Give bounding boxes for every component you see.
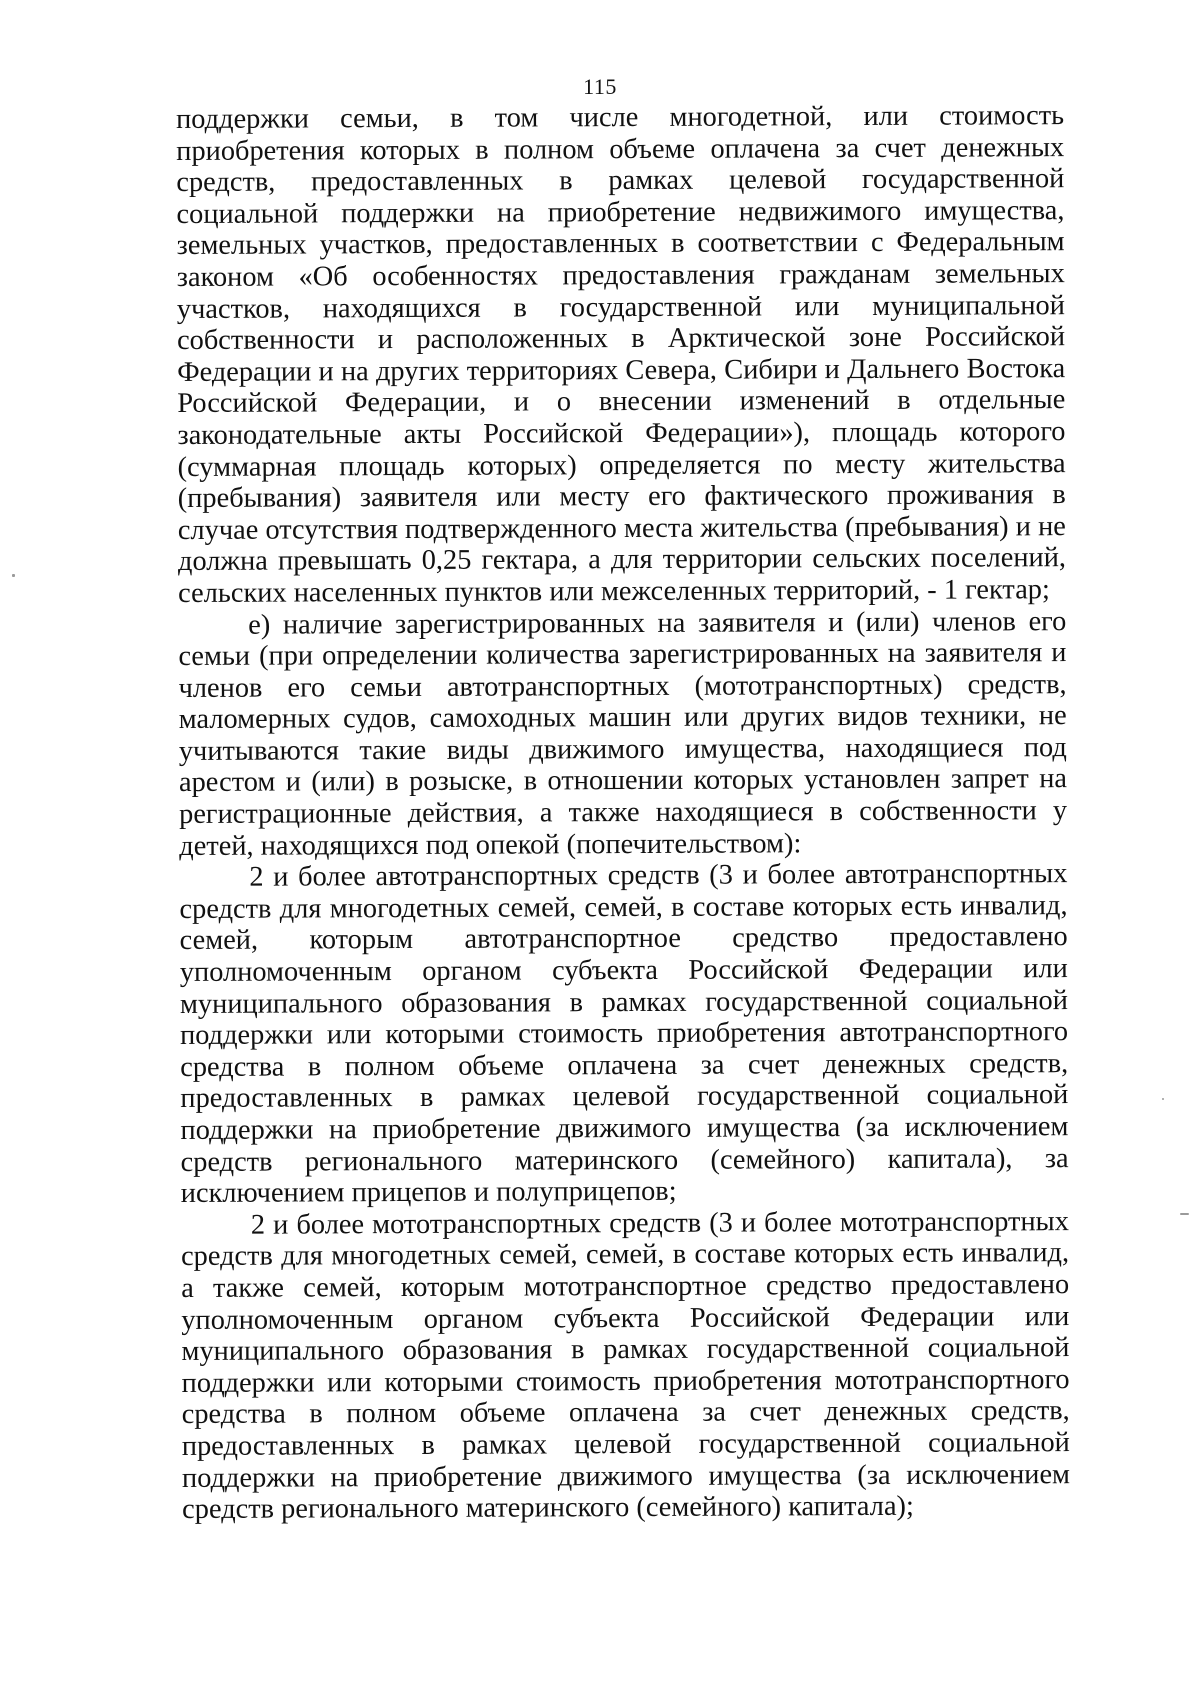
paragraph-motor-vehicles: 2 и более автотранспортных средств (3 и более автотранспортных средств для многодетных семей, семей, в составе которых есть инвалид, семей, которым автотранспортное средство предоставлено уполномоченным органом субъекта Российской Федерации или муниципального образования в рамках государственной социальной поддержки или которыми стоимость приобретения автотранспортного средства в полном объеме оплачена за счет денежных средств, предоставленных в рамках целевой государственной социальной поддержки на приобретение движимого имущества (за исключением средств регионального материнского (семейного) капитала), за исключением прицепов и полуприцепов;: [179, 858, 1069, 1210]
paragraph-vehicles-e: е) наличие зарегистрированных на заявителя и (или) членов его семьи (при определении количества зарегистрированных на заявителя и членов его семьи автотранспортных (мототранспортных) средств, маломерных судов, самоходных машин или других видов техники, не учитываются такие виды движимого имущества, находящиеся под арестом и (или) в розыске, в отношении которых установлен запрет на регистрационные действия, а также находящиеся в собственности у детей, находящихся под опекой (попечительством):: [178, 605, 1068, 862]
scan-speck: [1180, 1213, 1189, 1215]
page-number: 115: [583, 74, 617, 99]
scan-speck: [12, 574, 15, 577]
paragraph-land-plot: поддержки семьи, в том числе многодетной, или стоимость приобретения которых в полном объеме оплачена за счет денежных средств, предоставленных в рамках целевой государственной социальной поддержки на приобретение недвижимого имущества, земельных участков, предоставленных в соответствии с Федеральным законом «Об особенностях предоставления гражданам земельных участков, находящихся в государственной или муниципальной собственности и расположенных в Арктической зоне Российской Федерации и на других территориях Севера, Сибири и Дальнего Востока Российской Федерации, и о внесении изменений в отдельные законодательные акты Российской Федерации»), площадь которого (суммарная площадь которых) определяется по месту жительства (пребывания) заявителя или месту его фактического проживания в случае отсутствия подтвержденного места жительства (пребывания) и не должна превышать 0,25 гектара, а для территории сельских поселений, сельских населенных пунктов или межселенных территорий, - 1 гектар;: [176, 100, 1067, 609]
paragraph-motorcycles: 2 и более мототранспортных средств (3 и более мототранспортных средств для многодетных семей, семей, в составе которых есть инвалид, а также семей, которым мототранспортное средство предоставлено уполномоченным органом субъекта Российской Федерации или муниципального образования в рамках государственной социальной поддержки или которыми стоимость приобретения мототранспортного средства в полном объеме оплачена за счет денежных средств, предоставленных в рамках целевой государственной социальной поддержки на приобретение движимого имущества (за исключением средств регионального материнского (семейного) капитала);: [180, 1205, 1071, 1526]
scan-speck: [1162, 1098, 1164, 1100]
body-text: [176, 100, 1070, 1526]
